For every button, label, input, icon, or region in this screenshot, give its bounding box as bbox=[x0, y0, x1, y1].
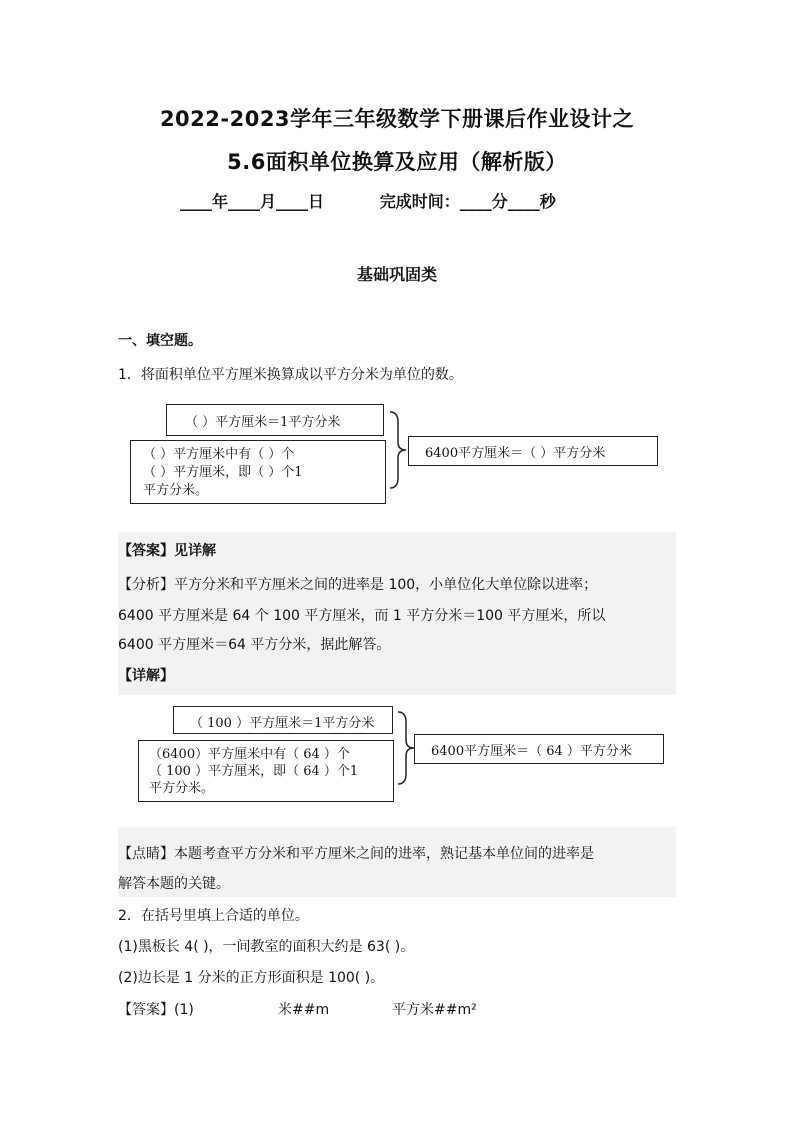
date-line: ____年____月____日 完成时间：____分____秒 bbox=[180, 192, 556, 211]
part-heading: 一、填空题。 bbox=[118, 333, 202, 349]
question-2-answer bbox=[118, 999, 477, 1019]
answer-a: 米##m bbox=[278, 1002, 330, 1018]
title-line-2: 5.6面积单位换算及应用（解析版） bbox=[227, 150, 567, 174]
filled-brace bbox=[396, 710, 416, 786]
question-2-sub-1: (1)黑板长 4( )，一间教室的面积大约是 63( )。 bbox=[118, 939, 415, 955]
analysis-line-3: 6400 平方厘米＝64 平方分米，据此解答。 bbox=[118, 637, 391, 653]
diagram-left-line-1: （ ）平方厘米中有（ ）个 bbox=[143, 447, 295, 462]
question-2-prompt: 2．在括号里填上合适的单位。 bbox=[118, 908, 309, 924]
question-2-sub-2: (2)边长是 1 分米的正方形面积是 100( )。 bbox=[118, 970, 385, 986]
diagram-left-line-3: 平方分米。 bbox=[143, 483, 209, 498]
point-line-1: 【点睛】本题考查平方分米和平方厘米之间的进率，熟记基本单位间的进率是 bbox=[118, 846, 594, 862]
filled-top-text: （ 100 ）平方厘米＝1平方分米 bbox=[190, 716, 375, 731]
diagram-right-box bbox=[408, 436, 658, 466]
detail-label: 【详解】 bbox=[118, 668, 174, 684]
question-1-prompt: 1．将面积单位平方厘米换算成以平方分米为单位的数。 bbox=[118, 367, 463, 383]
filled-right-box bbox=[414, 734, 664, 764]
answer-b: 平方米##m² bbox=[392, 1002, 477, 1018]
diagram-brace bbox=[388, 410, 408, 490]
answer-label: 【答案】(1) bbox=[118, 1002, 194, 1018]
diagram-right-text: 6400平方厘米＝（ ）平方分米 bbox=[425, 446, 606, 461]
filled-right-text: 6400平方厘米＝（ 64 ）平方分米 bbox=[431, 744, 632, 759]
diagram-left-box bbox=[130, 440, 386, 504]
diagram-top-box bbox=[166, 404, 384, 436]
analysis-line-1: 【分析】平方分米和平方厘米之间的进率是 100，小单位化大单位除以进率； bbox=[118, 577, 598, 593]
diagram-left-line-2: （ ）平方厘米，即（ ）个1 bbox=[143, 465, 303, 480]
section-heading: 基础巩固类 bbox=[356, 265, 437, 284]
point-line-2: 解答本题的关键。 bbox=[118, 876, 230, 892]
title-line-1: 2022-2023学年三年级数学下册课后作业设计之 bbox=[159, 107, 635, 131]
filled-left-line-2: （ 100 ）平方厘米，即（ 64 ）个1 bbox=[149, 764, 359, 779]
filled-left-box bbox=[138, 740, 394, 802]
filled-left-line-3: 平方分米。 bbox=[149, 781, 215, 796]
analysis-line-2: 6400 平方厘米是 64 个 100 平方厘米，而 1 平方分米＝100 平方厘米，所以 bbox=[118, 608, 606, 624]
filled-left-line-1: （6400）平方厘米中有（ 64 ）个 bbox=[149, 747, 350, 762]
filled-top-box bbox=[173, 706, 393, 734]
answer-line: 【答案】见详解 bbox=[118, 543, 216, 559]
diagram-top-text: （ ）平方厘米＝1平方分米 bbox=[185, 415, 341, 430]
